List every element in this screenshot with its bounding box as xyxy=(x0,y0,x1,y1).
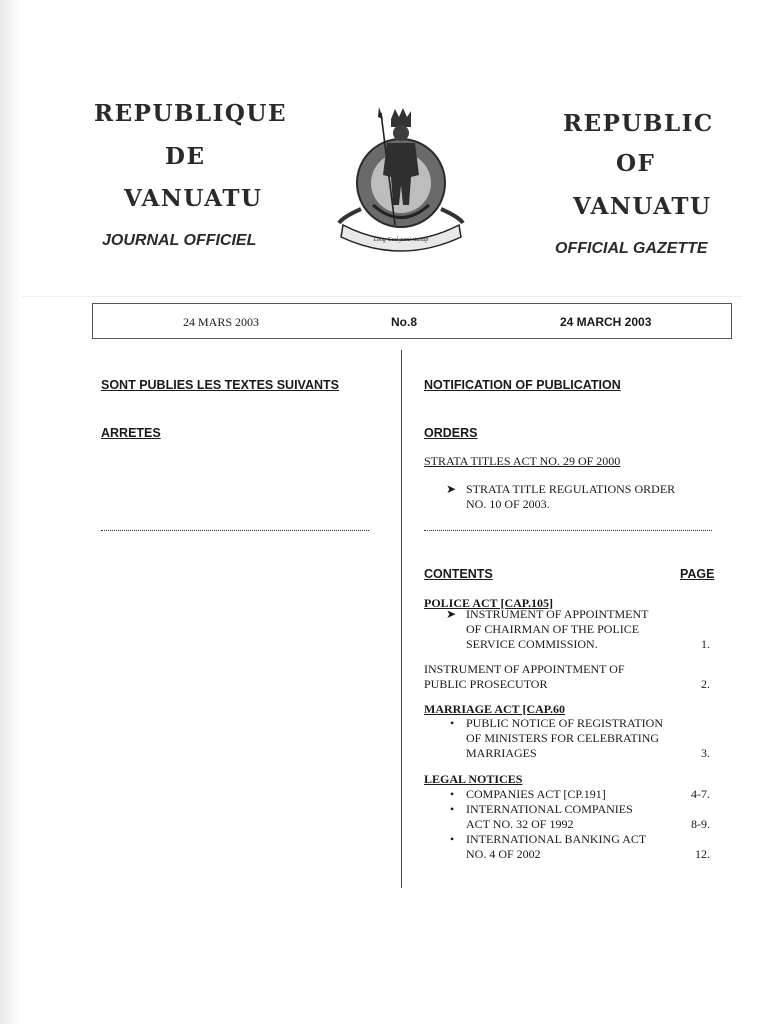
dot-bullet-icon: • xyxy=(450,787,455,801)
dot-bullet-icon: • xyxy=(450,802,455,816)
arrow-bullet-icon: ➤ xyxy=(446,482,457,496)
header-en-line2: OF xyxy=(616,150,656,177)
marriage-act: MARRIAGE ACT [CAP.60 xyxy=(424,702,566,716)
legal-item3-line2: NO. 4 OF 2002 xyxy=(466,847,541,861)
arrow-bullet-icon: ➤ xyxy=(446,607,457,621)
dot-bullet-icon: • xyxy=(450,832,455,846)
marriage-item-page: 3. xyxy=(701,746,710,760)
issue-date-en: 24 MARCH 2003 xyxy=(560,315,652,329)
left-section-arretes: ARRETES xyxy=(101,426,161,440)
left-heading: SONT PUBLIES LES TEXTES SUIVANTS xyxy=(101,378,339,392)
prosecutor-page: 2. xyxy=(701,677,710,691)
police-item-line3: SERVICE COMMISSION. xyxy=(466,637,598,651)
orders-heading: ORDERS xyxy=(424,426,478,440)
orders-item-line1: STRATA TITLE REGULATIONS ORDER xyxy=(466,482,676,496)
emblem-motto: Long God yumi stanap xyxy=(373,237,429,243)
legal-item2-line1: INTERNATIONAL COMPANIES xyxy=(466,802,633,816)
header-rule xyxy=(22,296,742,297)
header-fr-line3: VANUATU xyxy=(124,185,263,212)
legal-item1-page: 4-7. xyxy=(691,787,710,801)
legal-heading: LEGAL NOTICES xyxy=(424,772,523,786)
dot-bullet-icon: • xyxy=(450,716,455,730)
column-divider xyxy=(401,350,402,888)
right-heading: NOTIFICATION OF PUBLICATION xyxy=(424,378,621,392)
police-act: POLICE ACT [CAP.105] xyxy=(424,596,554,610)
police-item-page: 1. xyxy=(701,637,710,651)
scan-edge xyxy=(0,0,22,1024)
legal-item3-page: 12. xyxy=(695,847,710,861)
header-fr-line2: DE xyxy=(165,143,206,170)
header-en-line3: VANUATU xyxy=(573,193,712,220)
orders-item-line2: NO. 10 OF 2003. xyxy=(466,497,550,511)
right-dotted-separator xyxy=(424,530,712,531)
header-en-line1: REPUBLIC xyxy=(563,110,714,137)
marriage-item-line2: OF MINISTERS FOR CELEBRATING xyxy=(466,731,660,745)
coat-of-arms-icon xyxy=(333,105,469,255)
contents-heading: CONTENTS xyxy=(424,567,493,581)
issue-number: No.8 xyxy=(391,315,418,329)
legal-item2-page: 8-9. xyxy=(691,817,710,831)
page-heading: PAGE xyxy=(680,567,715,581)
left-dotted-separator xyxy=(101,530,369,531)
issue-banner xyxy=(92,303,732,339)
legal-item3-line1: INTERNATIONAL BANKING ACT xyxy=(466,832,647,846)
police-item-line1: INSTRUMENT OF APPOINTMENT xyxy=(466,607,649,621)
legal-item2-line2: ACT NO. 32 OF 1992 xyxy=(466,817,574,831)
header-fr-line1: REPUBLIQUE xyxy=(94,100,287,127)
issue-date-fr: 24 MARS 2003 xyxy=(183,315,260,329)
prosecutor-line1: INSTRUMENT OF APPOINTMENT OF xyxy=(424,662,625,676)
police-item-line2: OF CHAIRMAN OF THE POLICE xyxy=(466,622,640,636)
prosecutor-line2: PUBLIC PROSECUTOR xyxy=(424,677,548,691)
legal-item1: COMPANIES ACT [CP.191] xyxy=(466,787,606,801)
marriage-item-line3: MARRIAGES xyxy=(466,746,537,760)
header-fr-subtitle: JOURNAL OFFICIEL xyxy=(102,232,257,249)
marriage-item-line1: PUBLIC NOTICE OF REGISTRATION xyxy=(466,716,664,730)
orders-act: STRATA TITLES ACT NO. 29 OF 2000 xyxy=(424,454,621,468)
header-en-subtitle: OFFICIAL GAZETTE xyxy=(555,240,708,257)
